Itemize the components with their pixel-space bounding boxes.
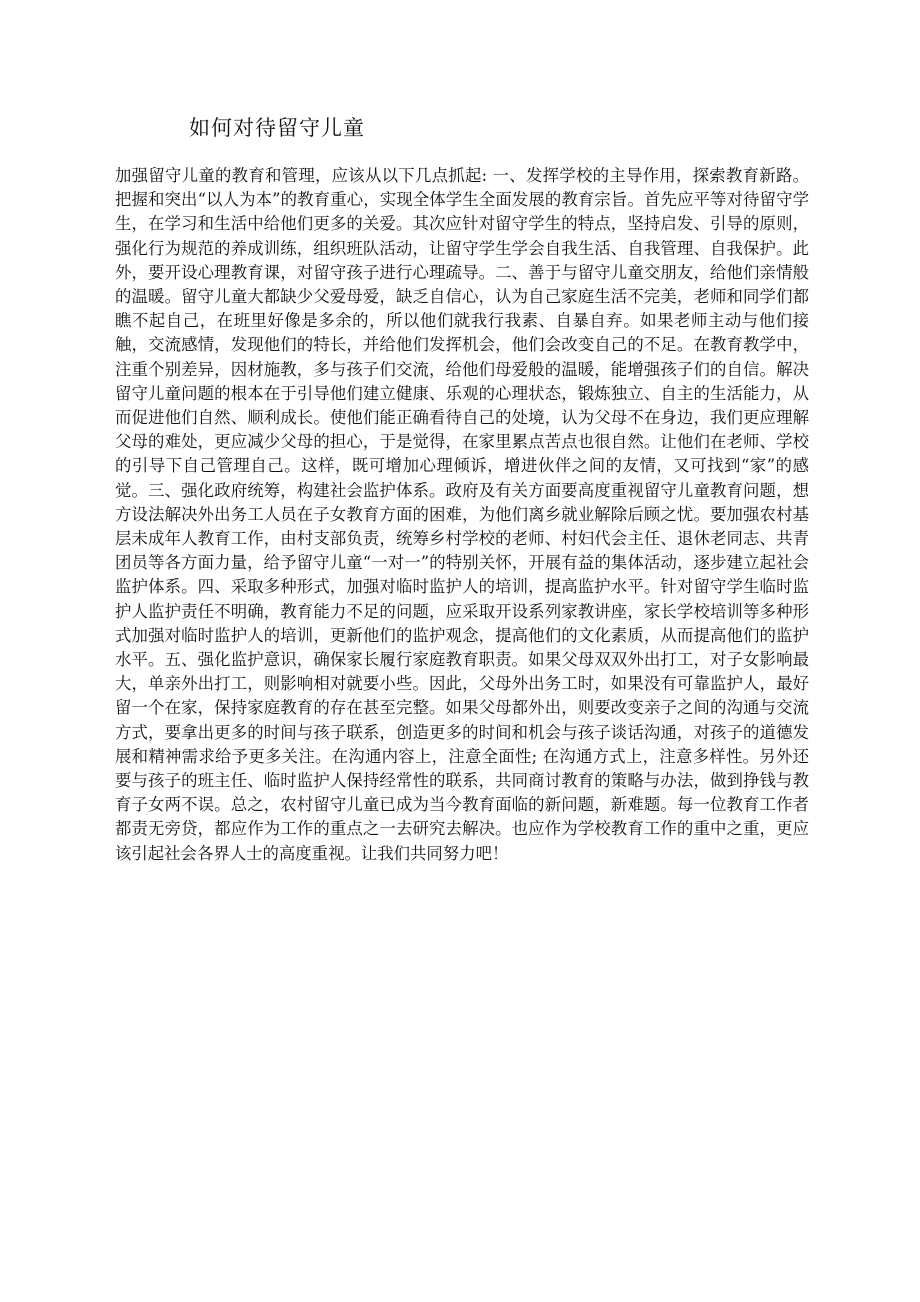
document-title: 如何对待留守儿童 xyxy=(189,116,365,140)
document-body-paragraph: 加强留守儿童的教育和管理，应该从以下几点抓起: 一、发挥学校的主导作用，探索教育新路。把握和突出“以人为本”的教育重心，实现全体学生全面发展的教育宗旨。首先应平等对待留守学生，在学习和生活中给他们更多的关爱。其次应针对留守学生的特点，坚持启发、引导的原则，强化行为规范的养成训练，组织班队活动，让留守学生学会自我生活、自我管理、自我保护。此外，要开设心理教育课，对留守孩子进行心理疏导。二、善于与留守儿童交朋友，给他们亲情般的温暖。留守儿童大都缺少父爱母爱，缺乏自信心，认为自己家庭生活不完美，老师和同学们都瞧不起自己，在班里好像是多余的，所以他们就我行我素、自暴自弃。如果老师主动与他们接触，交流感情，发现他们的特长，并给他们发挥机会，他们会改变自己的不足。在教育教学中，注重个别差异，因材施教，多与孩子们交流，给他们母爱般的温暖，能增强孩子们的自信。解决留守儿童问题的根本在于引导他们建立健康、乐观的心理状态，锻炼独立、自主的生活能力，从而促进他们自然、顺利成长。使他们能正确看待自己的处境，认为父母不在身边，我们更应理解父母的难处，更应减少父母的担心，于是觉得，在家里累点苦点也很自然。让他们在老师、学校的引导下自己管理自己。这样，既可增加心理倾诉，增进伙伴之间的友情，又可找到“家”的感觉。三、强化政府统筹，构建社会监护体系。政府及有关方面要高度重视留守儿童教育问题，想方设法解决外出务工人员在子女教育方面的困难，为他们离乡就业解除后顾之忧。要加强农村基层未成年人教育工作，由村支部负责，统筹乡村学校的老师、村妇代会主任、退休老同志、共青团员等各方面力量，给予留守儿童“一对一”的特别关怀，开展有益的集体活动，逐步建立起社会监护体系。四、采取多种形式，加强对临时监护人的培训，提高监护水平。针对留守学生临时监护人监护责任不明确，教育能力不足的问题，应采取开设系列家教讲座，家长学校培训等多种形式加强对临时监护人的培训，更新他们的监护观念，提高他们的文化素质，从而提高他们的监护水平。五、强化监护意识，确保家长履行家庭教育职责。如果父母双双外出打工，对子女影响最大，单亲外出打工，则影响相对就要小些。因此，父母外出务工时，如果没有可靠监护人，最好留一个在家，保持家庭教育的存在甚至完整。如果父母都外出，则要改变亲子之间的沟通与交流方式，要拿出更多的时间与孩子联系，创造更多的时间和机会与孩子谈话沟通，对孩子的道德发展和精神需求给予更多关注。在沟通内容上，注意全面性; 在沟通方式上，注意多样性。另外还要与孩子的班主任、临时监护人保持经常性的联系，共同商讨教育的策略与办法，做到挣钱与教育子女两不误。总之，农村留守儿童已成为当今教育面临的新问题，新难题。每一位教育工作者都责无旁贷，都应作为工作的重点之一去研究去解决。也应作为学校教育工作的重中之重，更应该引起社会各界人士的高度重视。让我们共同努力吧！ xyxy=(115,166,809,863)
